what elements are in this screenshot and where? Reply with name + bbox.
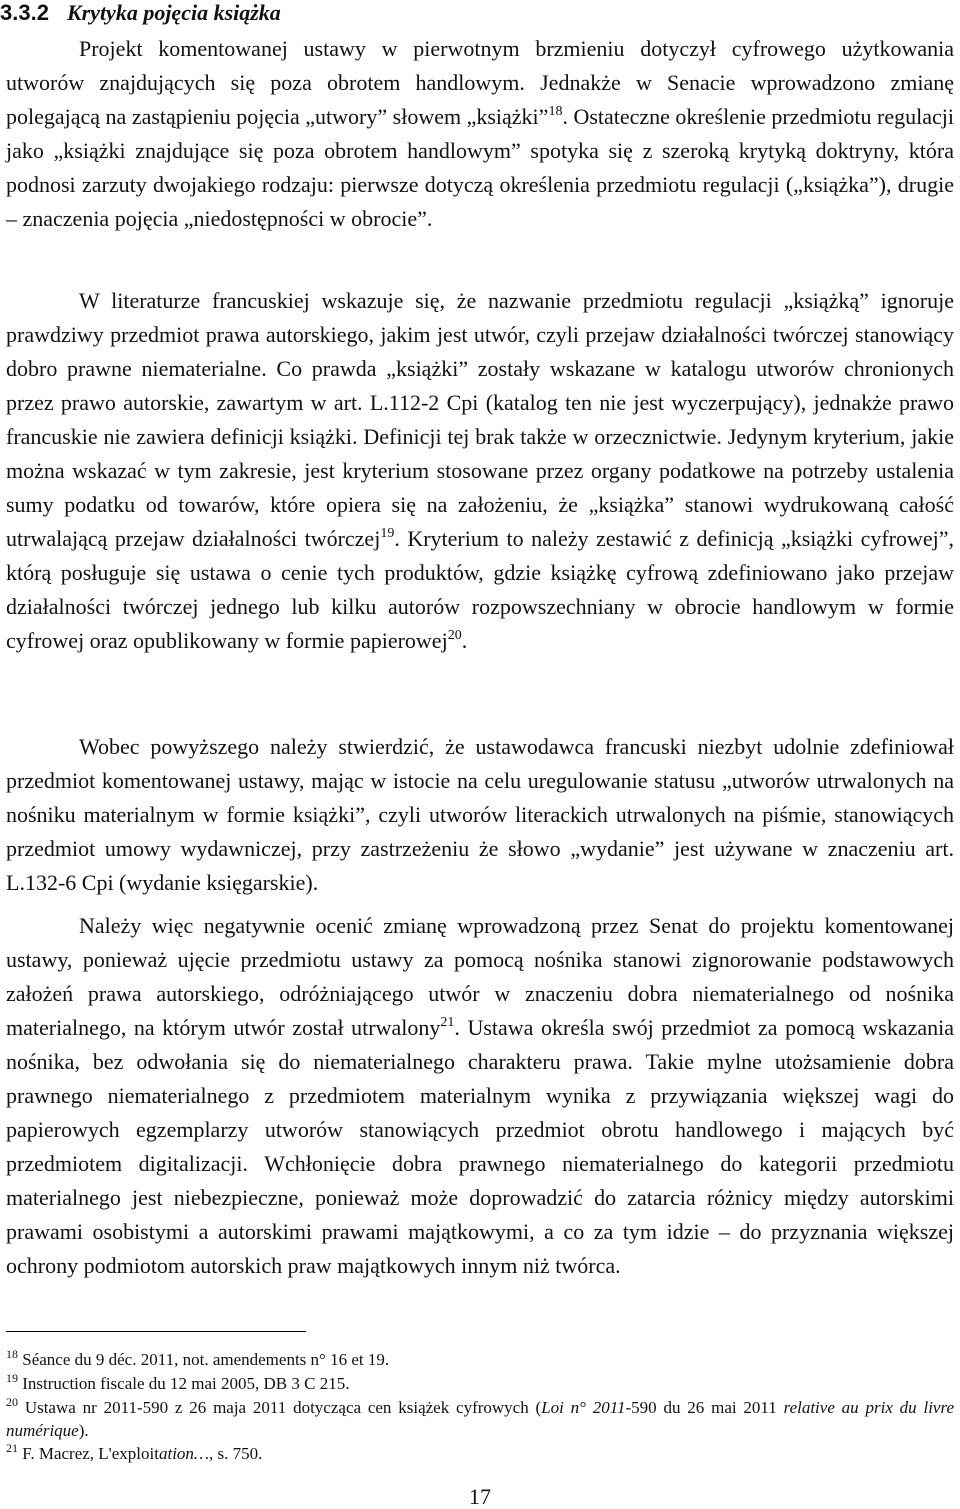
body-paragraph: Projekt komentowanej ustawy w pierwotnym brzmieniu dotyczył cyfrowego użytkowania utworów znajdujących się poza obrotem handlowym. Jednakże w Senacie wprowadzono zmianę polegającą na zastąpieniu pojęcia „utwory” słowem „książki”$^{18}$. Ostateczne określenie przedmiotu regulacji jako „książki znajdujące się poza obrotem handlowym” spotyka się z szeroką krytyką doktryny, która podnosi zarzuty dwojakiego rodzaju: pierwsze dotyczą określenia przedmiotu regulacji („książka”), drugie – znaczenia pojęcia „niedostępności w obrocie”. <box>6 36 954 231</box>
section-title: Krytyka pojęcia książka <box>66 0 281 25</box>
footnote-number: 18 <box>6 1347 18 1361</box>
footnote: $^{18}$ Séance du 9 déc. 2011, not. amendements n° 16 et 19. <box>6 1347 390 1369</box>
page-number: 17 <box>469 1484 491 1509</box>
footnote-number: 21 <box>6 1441 18 1455</box>
footnote-number: 20 <box>6 1395 18 1409</box>
footnote-ref[interactable]: 18 <box>548 104 563 119</box>
footnote-separator <box>6 1331 306 1332</box>
section-heading <box>0 0 281 26</box>
footnote-ref[interactable]: 19 <box>380 526 395 541</box>
footnote-ref[interactable]: 20 <box>447 628 462 643</box>
section-number: 3.3.2 <box>0 0 49 25</box>
footnote: $^{19}$ Instruction fiscale du 12 mai 2005, DB 3 C 215. <box>6 1371 350 1393</box>
body-paragraph: Należy więc negatywnie ocenić zmianę wprowadzoną przez Senat do projektu komentowanej ustawy, ponieważ ujęcie przedmiotu ustawy za pomocą nośnika stanowi zignorowanie podstawowych założeń prawa autorskiego, odróżniającego utwór w znaczeniu dobra niematerialnego od nośnika materialnego, na którym utwór został utrwalony$^{21}$. Ustawa określa swój przedmiot za pomocą wskazania nośnika, bez odwołania się do niematerialnego charakteru prawa. Takie mylne utożsamienie dobra prawnego niematerialnego z przedmiotem materialnym wynika z przywiązania większej wagi do papierowych egzemplarzy utworów stanowiących przedmiot obrotu handlowego i mających być przedmiotem digitalizacji. Wchłonięcie dobra prawnego niematerialnego do kategorii przedmiotu materialnego jest niebezpieczne, ponieważ może doprowadzić do zatarcia różnicy między autorskimi prawami osobistymi a autorskimi prawami majątkowymi, a co za tym idzie – do przyznania większej ochrony podmiotom autorskich praw majątkowych innym niż twórca. <box>6 913 954 1278</box>
body-paragraph: Wobec powyższego należy stwierdzić, że ustawodawca francuski niezbyt udolnie zdefiniował przedmiot komentowanej ustawy, mając w istocie na celu uregulowanie statusu „utworów utrwalonych na nośniku materialnym w formie książki”, czyli utworów literackich utrwalonych na piśmie, stanowiących przedmiot umowy wydawniczej, przy zastrzeżeniu że słowo „wydanie” jest używane w znaczeniu art. L.132-6 Cpi (wydanie księgarskie). <box>6 734 954 895</box>
footnote: $^{20}$ Ustawa nr 2011-590 z 26 maja 2011 dotycząca cen książek cyfrowych (Loi n° 2011-590 du 26 mai 2011 relative au prix du livre numérique). <box>6 1395 955 1440</box>
footnote-ref[interactable]: 21 <box>440 1015 455 1030</box>
footnote: $^{21}$ F. Macrez, L'exploitation…, s. 750. <box>6 1441 263 1463</box>
footnote-number: 19 <box>6 1371 18 1385</box>
body-paragraph: W literaturze francuskiej wskazuje się, że nazwanie przedmiotu regulacji „książką” ignoruje prawdziwy przedmiot prawa autorskiego, jakim jest utwór, czyli przejaw działalności twórczej stanowiący dobro prawne niematerialne. Co prawda „książki” zostały wskazane w katalogu utworów chronionych przez prawo autorskie, zawartym w art. L.112-2 Cpi (katalog ten nie jest wyczerpujący), jednakże prawo francuskie nie zawiera definicji książki. Definicji tej brak także w orzecznictwie. Jedynym kryterium, jakie można wskazać w tym zakresie, jest kryterium stosowane przez organy podatkowe na potrzeby ustalenia sumy podatku od towarów, które opiera się na założeniu, że „książka” stanowi wydrukowaną całość utrwalającą przejaw działalności twórczej$^{19}$. Kryterium to należy zestawić z definicją „książki cyfrowej”, którą posługuje się ustawa o cenie tych produktów, gdzie książkę cyfrową zdefiniowano jako przejaw działalności twórczej jednego lub kilku autorów rozpowszechniany w obrocie handlowym w formie cyfrowej oraz opublikowany w formie papierowej$^{20}$. <box>6 288 955 653</box>
